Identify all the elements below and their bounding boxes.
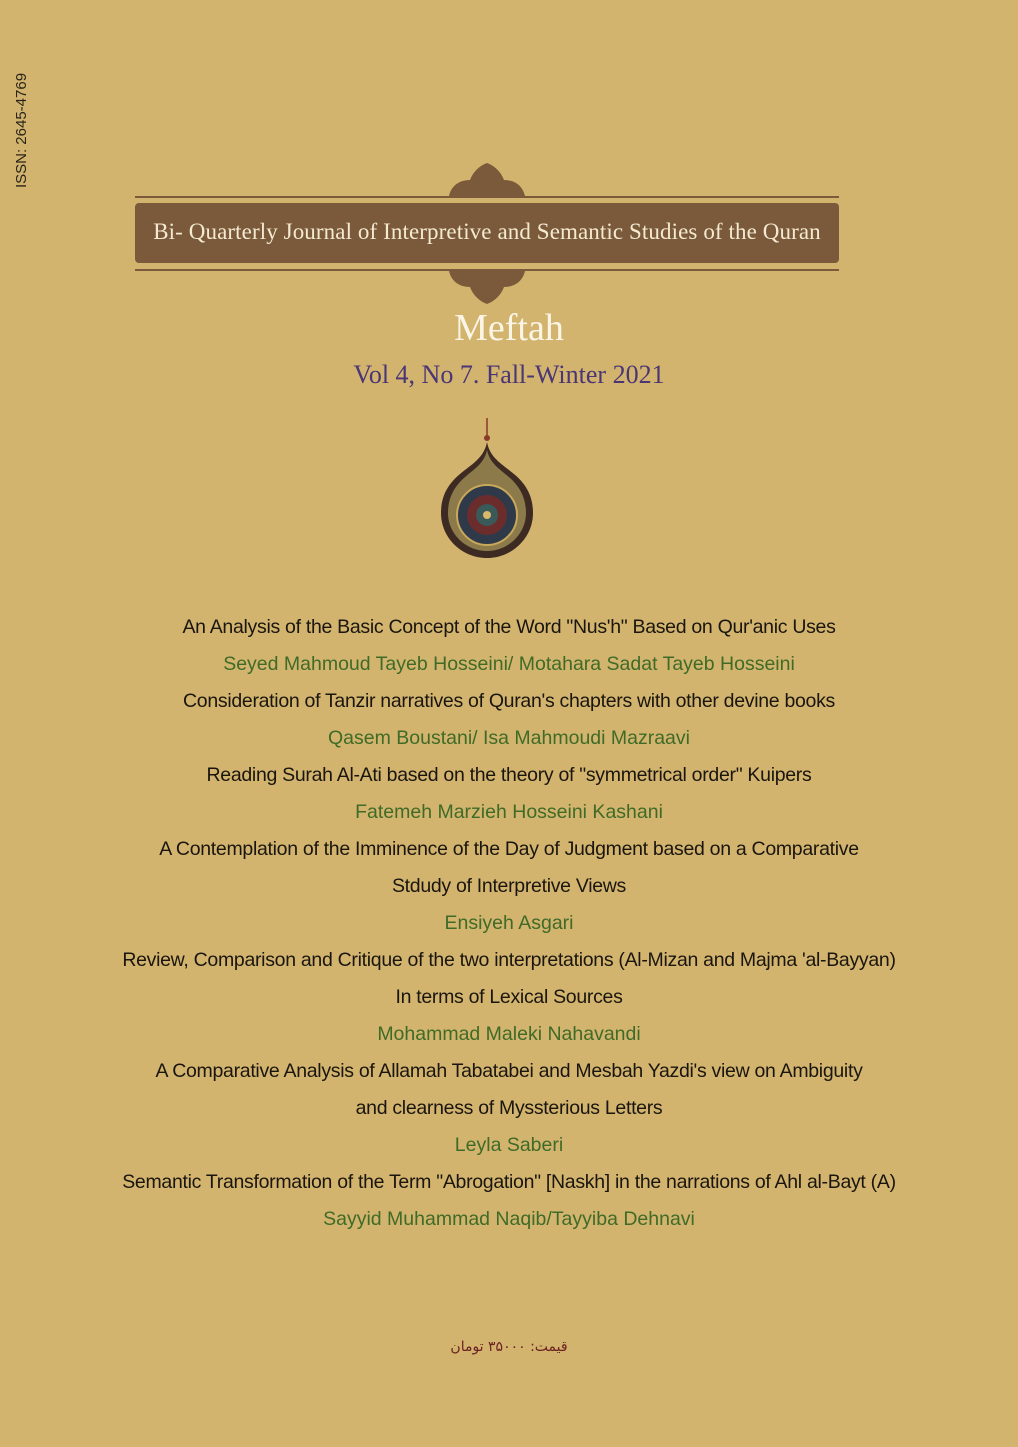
- price-label: قیمت: ۳۵۰۰۰ تومان: [450, 1339, 568, 1355]
- article-title: A Comparative Analysis of Allamah Tabatabei and Mesbah Yazdi's view on Ambiguity: [155, 1060, 863, 1082]
- medallion-ornament: [438, 418, 538, 568]
- article-authors: Ensiyeh Asgari: [444, 912, 574, 934]
- table-of-contents: [0, 611, 1018, 1240]
- article-title: Reading Surah Al-Ati based on the theory of "symmetrical order" Kuipers: [206, 764, 812, 786]
- issn-label: [2, 70, 42, 190]
- article-authors: Mohammad Maleki Nahavandi: [377, 1023, 641, 1045]
- article-authors: Fatemeh Marzieh Hosseini Kashani: [355, 801, 663, 823]
- series-banner: [133, 160, 841, 305]
- article-title: Review, Comparison and Critique of the two interpretations (Al-Mizan and Majma 'al-Bayyan): [122, 949, 896, 971]
- article-title: An Analysis of the Basic Concept of the Word "Nus'h" Based on Qur'anic Uses: [182, 616, 836, 638]
- article-title: Consideration of Tanzir narratives of Quran's chapters with other devine books: [183, 690, 835, 712]
- article-authors: Qasem Boustani/ Isa Mahmoudi Mazraavi: [328, 727, 690, 749]
- article-authors: Sayyid Muhammad Naqib/Tayyiba Dehnavi: [323, 1208, 695, 1230]
- article-title-continued: Stdudy of Interpretive Views: [391, 875, 627, 897]
- journal-name: Meftah: [454, 307, 564, 349]
- article-title: A Contemplation of the Imminence of the Day of Judgment based on a Comparative: [159, 838, 859, 860]
- article-title-continued: and clearness of Myssterious Letters: [355, 1097, 663, 1119]
- article-title-continued: In terms of Lexical Sources: [395, 986, 623, 1008]
- article-authors: Seyed Mahmoud Tayeb Hosseini/ Motahara Sadat Tayeb Hosseini: [223, 653, 795, 675]
- series-title: Bi- Quarterly Journal of Interpretive and Semantic Studies of the Quran: [153, 219, 821, 244]
- issn-text: ISSN: 2645-4769: [13, 72, 31, 188]
- article-authors: Leyla Saberi: [454, 1134, 564, 1156]
- article-title: Semantic Transformation of the Term "Abrogation" [Naskh] in the narrations of Ahl al-Bayt (A): [122, 1171, 896, 1193]
- issue-info: Vol 4, No 7. Fall-Winter 2021: [353, 360, 665, 389]
